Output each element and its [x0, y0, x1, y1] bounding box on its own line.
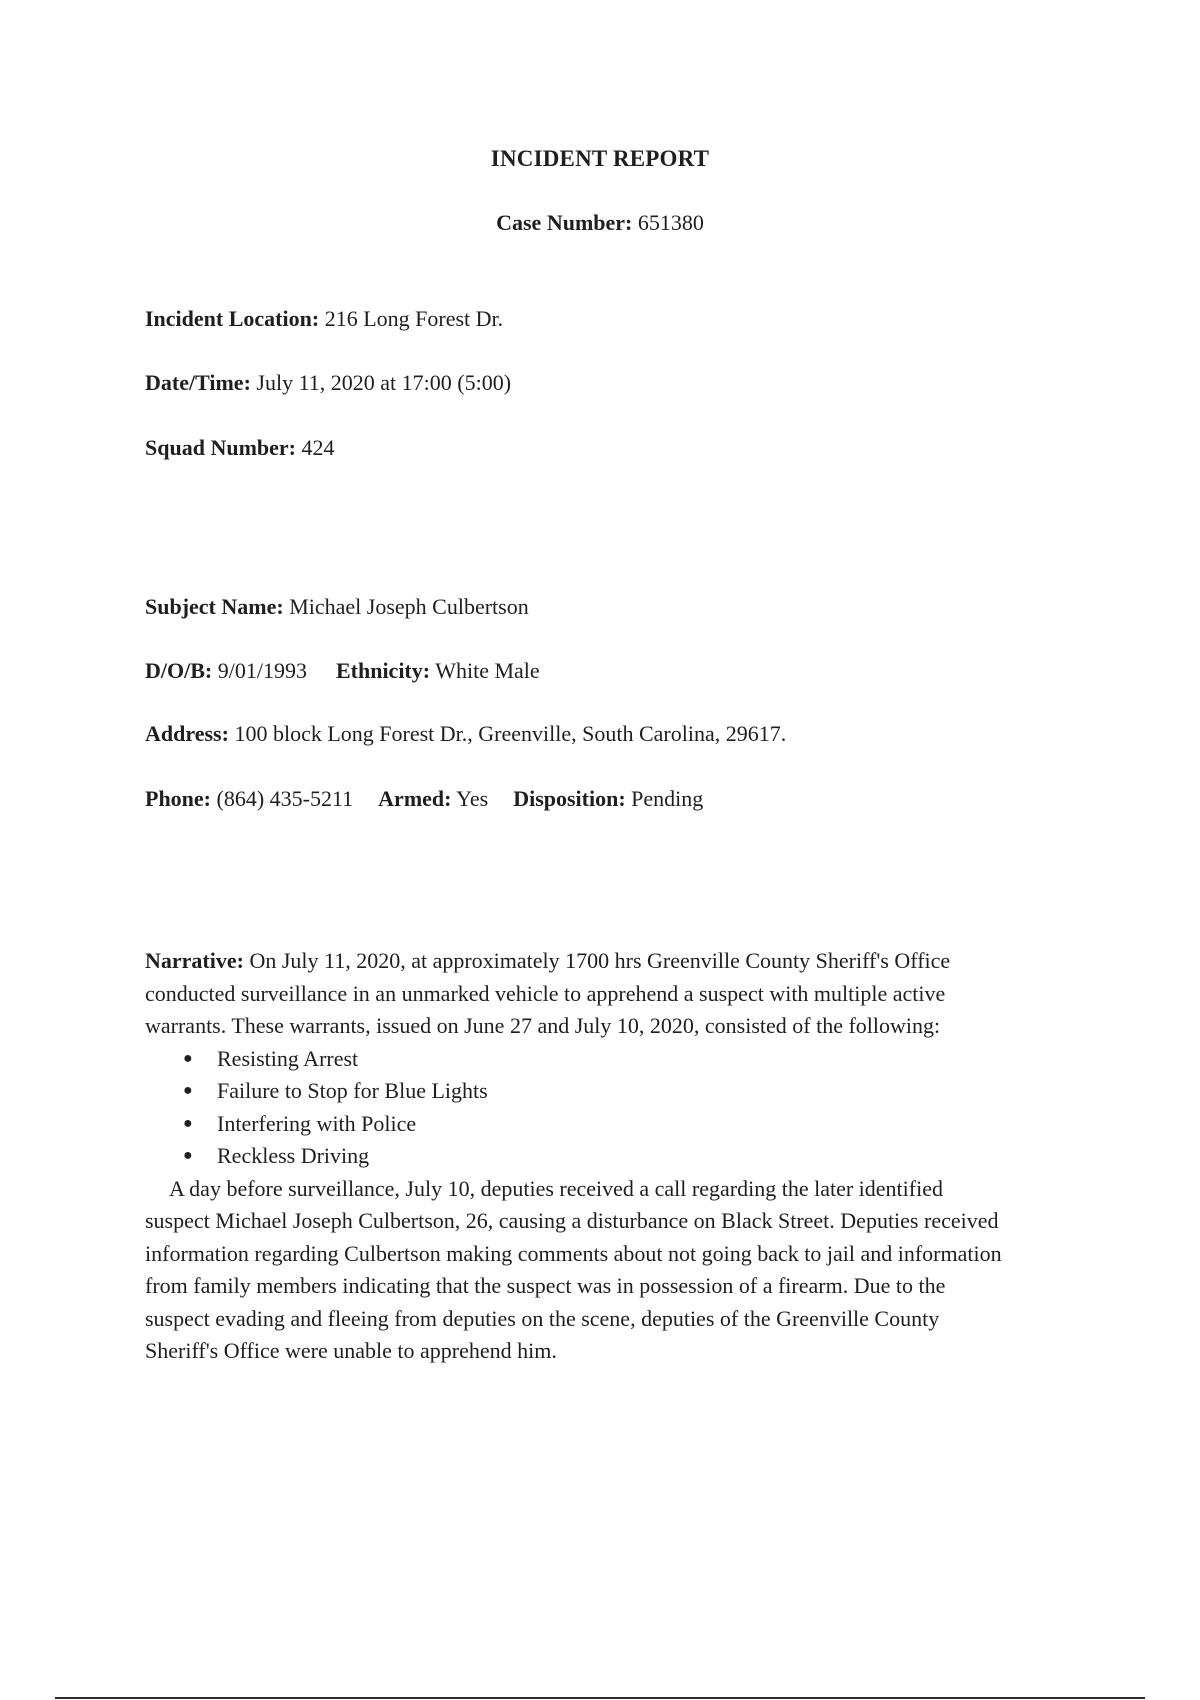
ethnicity-label: Ethnicity: [335, 658, 431, 683]
datetime-value: July 11, 2020 at 17:00 (5:00) [256, 370, 512, 395]
narrative-line: suspect Michael Joseph Culbertson, 26, causing a disturbance on Black Street. Deputies received [145, 1208, 999, 1233]
address-value: 100 block Long Forest Dr., Greenville, South Carolina, 29617. [234, 721, 787, 746]
datetime-line [145, 370, 511, 396]
phone-value: (864) 435-5211 [216, 786, 354, 811]
datetime-label: Date/Time: [145, 370, 251, 395]
case-number-value: 651380 [637, 210, 704, 235]
dob-ethnicity-line [145, 658, 540, 684]
case-number-label: Case Number: [496, 210, 633, 235]
squad-number-line [145, 435, 334, 461]
page-divider [55, 1697, 1145, 1699]
ethnicity-value: White Male [435, 658, 540, 683]
narrative-line [145, 1173, 1095, 1206]
subject-name-label: Subject Name: [145, 594, 284, 619]
squad-number-label: Squad Number: [145, 435, 296, 460]
report-title: INCIDENT REPORT [490, 146, 710, 171]
armed-label: Armed: [378, 786, 452, 811]
narrative-line: Sheriff's Office were unable to apprehend him. [145, 1338, 557, 1363]
narrative-line: from family members indicating that the suspect was in possession of a firearm. Due to the [145, 1273, 946, 1298]
bullet-icon: ● [183, 1114, 193, 1132]
warrant-item: Failure to Stop for Blue Lights [217, 1078, 488, 1103]
disposition-value: Pending [631, 786, 704, 811]
phone-label: Phone: [145, 786, 211, 811]
bullet-icon: ● [183, 1082, 193, 1099]
bullet-icon: ● [183, 1147, 193, 1164]
squad-number-value: 424 [301, 435, 335, 460]
narrative-line: suspect evading and fleeing from deputies on the scene, deputies of the Greenville County [145, 1305, 940, 1331]
incident-location-label: Incident Location: [145, 306, 320, 331]
narrative-line [145, 945, 1095, 978]
list-item [145, 1075, 1095, 1108]
address-line [145, 721, 786, 747]
dob-label: D/O/B: [145, 658, 213, 683]
disposition-label: Disposition: [513, 786, 626, 811]
warrant-list [145, 1043, 1095, 1173]
warrant-item: Resisting Arrest [217, 1045, 359, 1071]
narrative-section [145, 945, 1095, 1368]
narrative-line: warrants. These warrants, issued on June 27 and July 10, 2020, consisted of the following: [145, 1013, 941, 1038]
warrant-item: Interfering with Police [217, 1110, 417, 1136]
subject-name-value: Michael Joseph Culbertson [289, 594, 529, 619]
case-number-line [0, 210, 1200, 236]
narrative-text: A day before surveillance, July 10, deputies received a call regarding the later identified [169, 1175, 943, 1201]
bullet-icon: ● [183, 1049, 193, 1067]
incident-location-line [145, 306, 503, 332]
armed-value: Yes [456, 786, 489, 811]
narrative-line: information regarding Culbertson making comments about not going back to jail and information [145, 1240, 1002, 1266]
narrative-line: conducted surveillance in an unmarked vehicle to apprehend a suspect with multiple active [145, 980, 946, 1006]
warrant-item: Reckless Driving [217, 1143, 370, 1168]
dob-value: 9/01/1993 [217, 658, 307, 683]
subject-name-line [145, 594, 529, 620]
list-item [145, 1140, 1095, 1173]
narrative-label: Narrative: [145, 948, 244, 973]
phone-armed-disposition-line [145, 786, 703, 812]
list-item [145, 1108, 1095, 1141]
narrative-text: On July 11, 2020, at approximately 1700 hrs Greenville County Sheriff's Office [249, 948, 951, 973]
address-label: Address: [145, 721, 229, 746]
list-item [145, 1043, 1095, 1076]
incident-location-value: 216 Long Forest Dr. [324, 306, 504, 331]
